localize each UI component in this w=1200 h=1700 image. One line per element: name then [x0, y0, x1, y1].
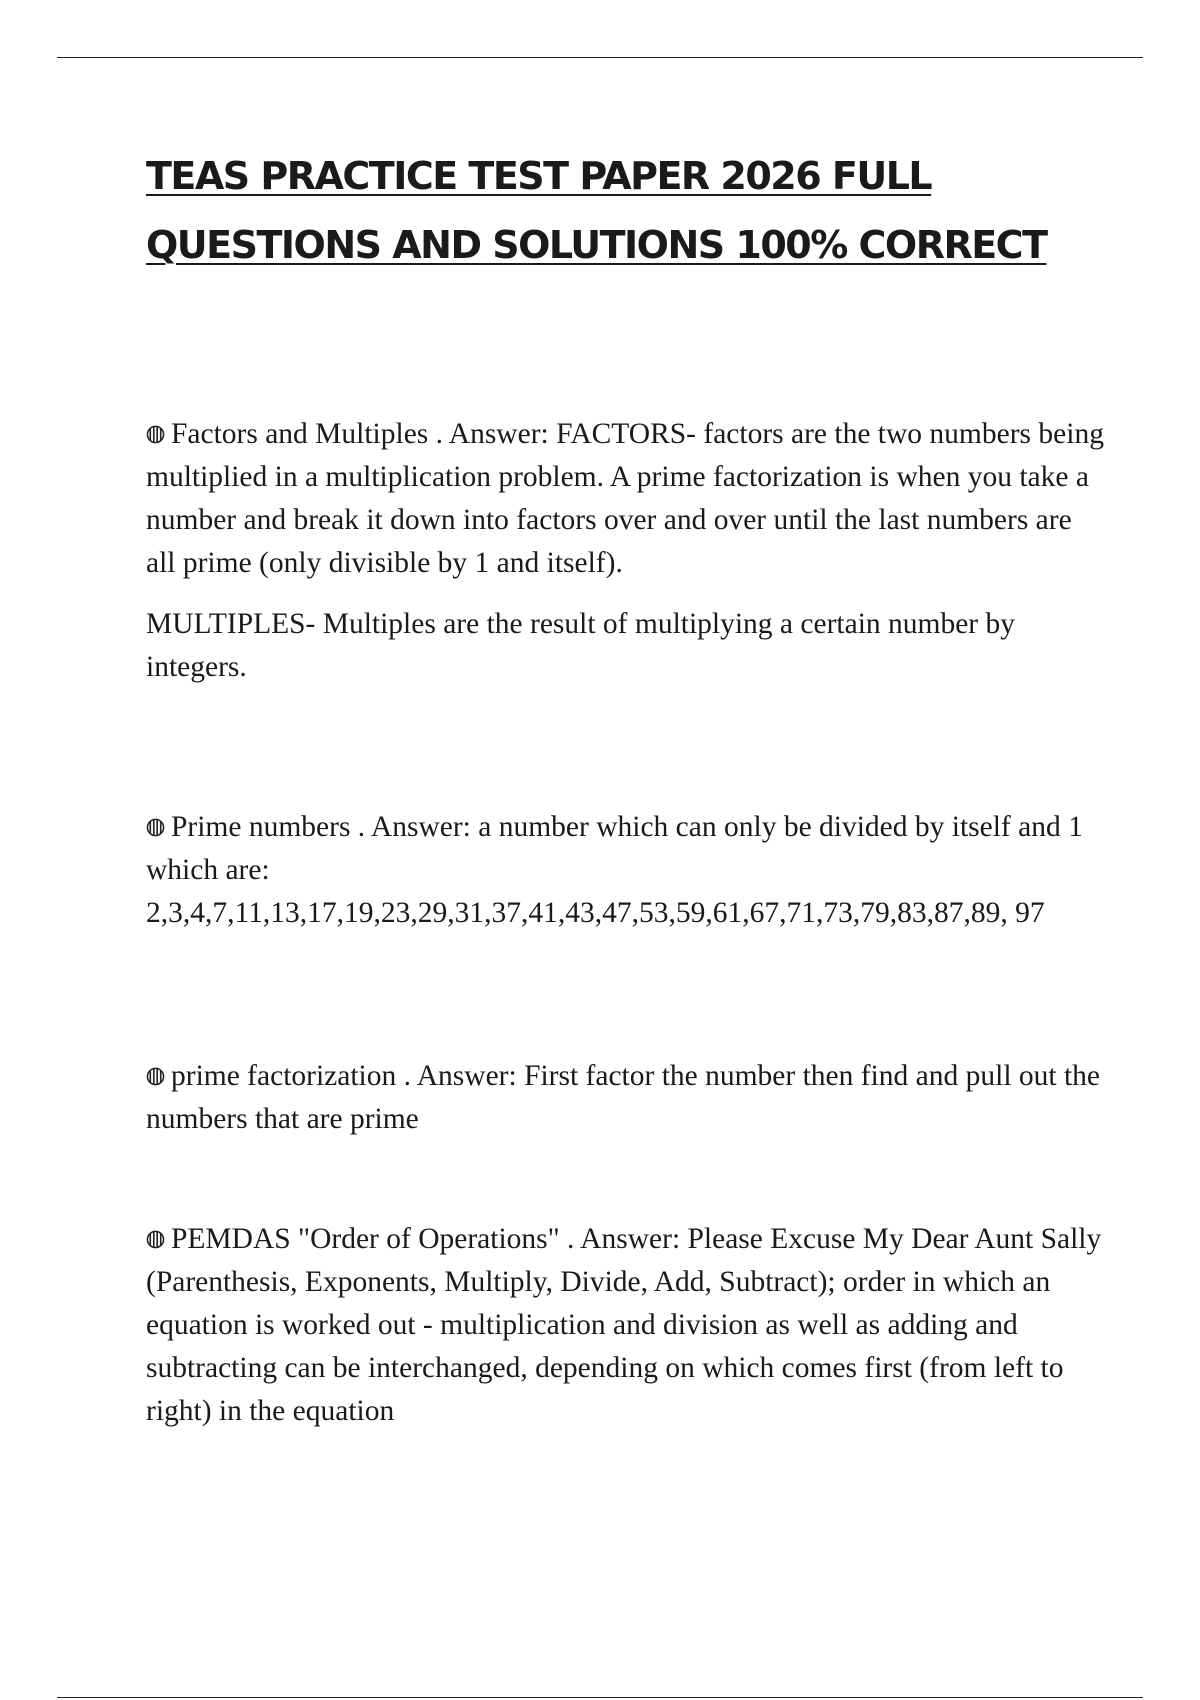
entry-paragraph: MULTIPLES- Multiples are the result of multiplying a certain number by integers.: [146, 608, 1015, 683]
entry-paragraph: [146, 1055, 1106, 1141]
entry-paragraph: [146, 413, 1106, 585]
entry-text: prime factorization . Answer: First factor the number then find and pull out the numbers that are prime: [146, 1060, 1101, 1135]
striped-circle-bullet-icon: [146, 425, 165, 444]
qa-entry-pemdas: [146, 1218, 1106, 1433]
striped-circle-bullet-icon: [146, 1230, 165, 1249]
entry-text: PEMDAS "Order of Operations" . Answer: Please Excuse My Dear Aunt Sally (Parenthesis, Exponents, Multiply, Divide, Add, Subtract); order in which an equation is worked out - multiplication and division as well as adding and subtracting can be interchanged, depending on which comes first (from left to right) in the equation: [146, 1223, 1102, 1427]
qa-entry-prime-numbers: [146, 806, 1106, 935]
bottom-rule: [57, 1697, 1143, 1698]
striped-circle-bullet-icon: [146, 1067, 165, 1086]
qa-entry-factors-multiples: [146, 413, 1106, 689]
entry-paragraph: [146, 806, 1106, 935]
striped-circle-bullet-icon: [146, 818, 165, 837]
qa-entry-prime-factorization: [146, 1055, 1106, 1141]
entry-text: Prime numbers . Answer: a number which can only be divided by itself and 1 which are: 2,3,4,7,11,13,17,19,23,29,31,37,41,43,47,53,59,61,67,71,73,79,83,87,89, 97: [146, 811, 1083, 929]
document-title: TEAS PRACTICE TEST PAPER 2026 FULL QUESTIONS AND SOLUTIONS 100% CORRECT: [146, 154, 1047, 267]
entry-text: Factors and Multiples . Answer: FACTORS- factors are the two numbers being multiplied in a multiplication problem. A prime factorization is when you take a number and break it down into factors over and over until the last numbers are all prime (only divisible by 1 and itself).: [146, 418, 1104, 579]
top-rule: [57, 57, 1143, 58]
entry-paragraph: [146, 1218, 1106, 1433]
